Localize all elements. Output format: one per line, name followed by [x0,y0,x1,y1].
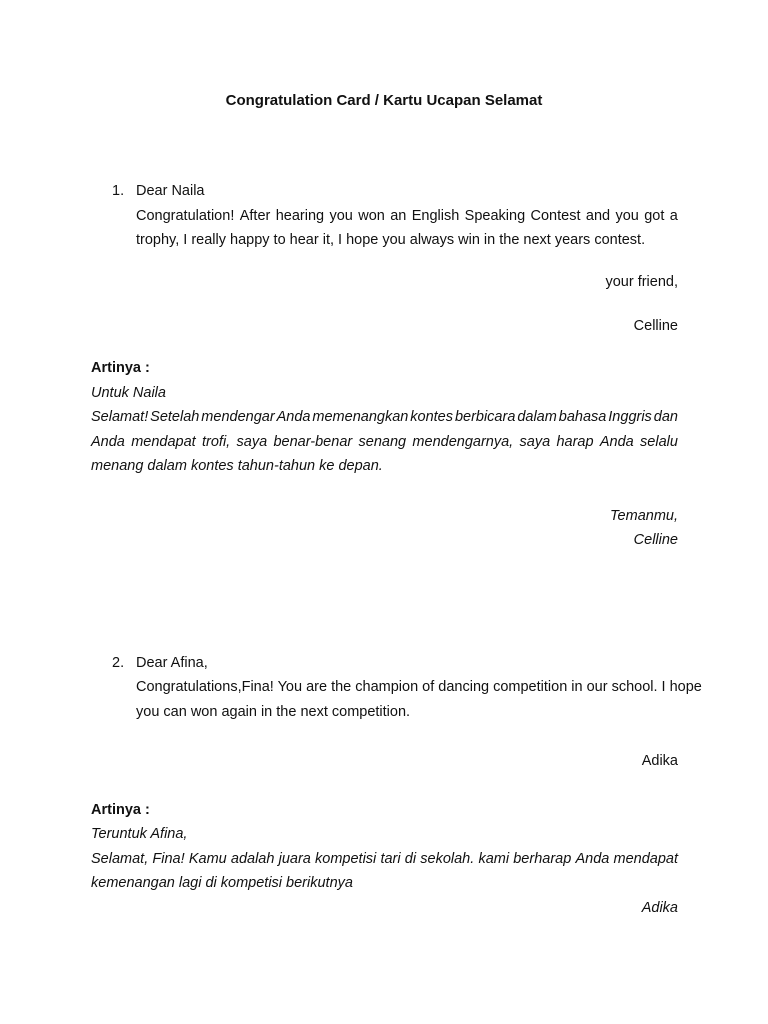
translation1-greeting: Untuk Naila [91,385,166,401]
word: memenangkan [312,409,409,425]
word: Selamat, [91,851,149,867]
word: dan [653,409,678,425]
word: After [239,208,271,224]
word: selalu [640,434,678,450]
card1-greeting: Dear Naila [136,183,205,199]
card2-body-line2: you can won again in the next competition. [136,704,411,720]
list-number-2: 2. [112,655,125,671]
translation2-signature: Adika [641,900,678,916]
word: you [329,208,353,224]
card2-body-line1: Congratulations,Fina! You are the champion of dancing competition in our school. I hope [136,679,702,695]
translation1-line2 [91,434,678,450]
card1-closing: your friend, [605,274,678,290]
word: kompetisi [315,851,377,867]
word: mendapat [613,851,678,867]
word: Inggris [608,409,652,425]
word: mendapat [131,434,196,450]
word: sekolah. [420,851,475,867]
translation2-line1 [91,851,678,867]
word: kami [478,851,510,867]
card1-signature: Celline [633,318,678,334]
word: Speaking [464,208,526,224]
word: adalah [230,851,275,867]
translation2-heading: Artinya : [91,802,150,818]
word: Fina! [152,851,185,867]
word: benar-benar [273,434,353,450]
translation2-line2: kemenangan lagi di kompetisi berikutnya [91,875,353,891]
word: Selamat! [91,409,149,425]
card1-body-line1 [136,208,678,224]
translation1-heading: Artinya : [91,360,150,376]
word: saya [519,434,551,450]
translation1-line3: menang dalam kontes tahun-tahun ke depan. [91,458,383,474]
word: you [615,208,639,224]
translation2-greeting: Teruntuk Afina, [91,826,188,842]
translation1-line1 [91,409,678,425]
word: English [411,208,460,224]
word: bahasa [558,409,607,425]
word: Anda [276,409,311,425]
word: and [585,208,611,224]
word: dalam [517,409,557,425]
word: Anda [599,434,634,450]
list-number-1: 1. [112,183,125,199]
word: a [669,208,678,224]
word: got [644,208,665,224]
word: harap [556,434,594,450]
word: hearing [275,208,325,224]
word: mendengar [201,409,275,425]
word: Kamu [188,851,227,867]
translation1-closing: Temanmu, [610,508,678,524]
card1-body-line2: trophy, I really happy to hear it, I hope you always win in the next years contest. [136,232,646,248]
word: saya [236,434,268,450]
card2-greeting: Dear Afina, [136,655,208,671]
word: won [358,208,385,224]
word: berharap [513,851,572,867]
word: Contest [530,208,581,224]
word: di [404,851,417,867]
word: juara [278,851,311,867]
translation1-signature: Celline [633,532,678,548]
word: trofi, [202,434,231,450]
page-title: Congratulation Card / Kartu Ucapan Selamat [225,92,543,109]
word: kontes [410,409,453,425]
card2-signature: Adika [641,753,678,769]
word: mendengarnya, [412,434,514,450]
word: senang [358,434,407,450]
word: Anda [91,434,125,450]
word: an [390,208,407,224]
word: Setelah [150,409,200,425]
word: tari [380,851,401,867]
word: Congratulation! [136,208,235,224]
word: berbicara [454,409,516,425]
word: Anda [575,851,610,867]
